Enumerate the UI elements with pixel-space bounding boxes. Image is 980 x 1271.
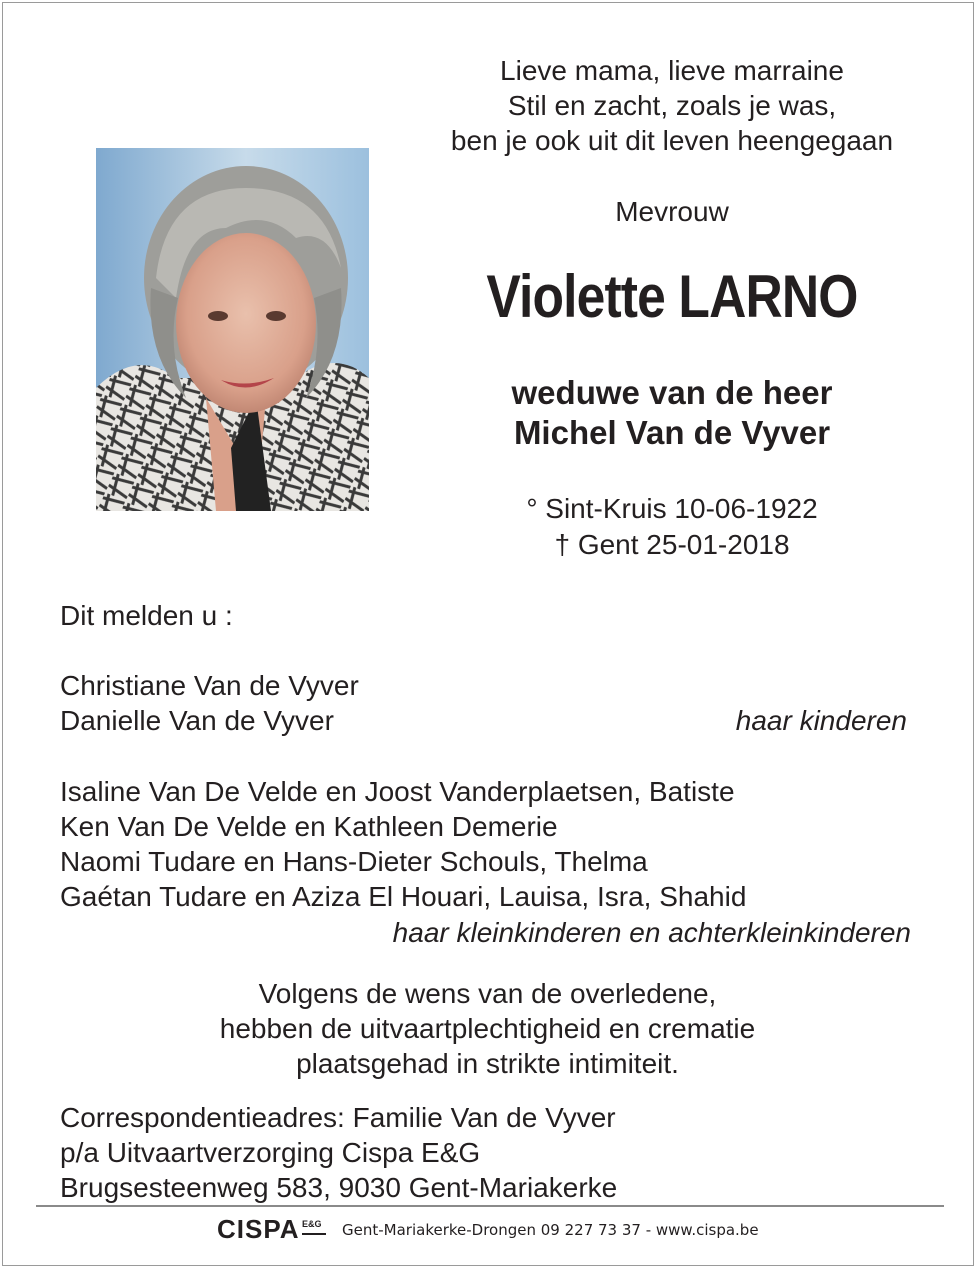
- wish-line: Volgens de wens van de overledene,: [258, 978, 717, 1009]
- verse: [372, 53, 972, 158]
- spouse-line: Michel Van de Vyver: [513, 414, 831, 451]
- birth-date: ° Sint-Kruis 10-06-1922: [526, 493, 818, 524]
- children-list: [60, 668, 359, 738]
- list-item: Ken Van De Velde en Kathleen Demerie: [60, 811, 558, 842]
- spouse-line: weduwe van de heer: [511, 374, 833, 411]
- list-item: Isaline Van De Velde en Joost Vanderplaetsen, Batiste: [60, 776, 735, 807]
- wish-text: [90, 976, 885, 1081]
- cispa-logo: CISPA: [217, 1214, 300, 1244]
- list-item: Christiane Van de Vyver: [60, 670, 359, 701]
- verse-line: Lieve mama, lieve marraine: [500, 55, 844, 86]
- cispa-logo-suffix: E&G: [302, 1219, 322, 1229]
- deceased-name: Violette LARNO: [486, 263, 858, 330]
- logo-underline: [302, 1233, 326, 1235]
- title: Mevrouw: [615, 196, 729, 227]
- footer-contact: Gent-Mariakerke-Drongen 09 227 73 37 - www.cispa.be: [342, 1221, 759, 1239]
- list-item: Gaétan Tudare en Aziza El Houari, Lauisa, Isra, Shahid: [60, 881, 747, 912]
- children-label: haar kinderen: [735, 705, 907, 736]
- address-line: Correspondentieadres: Familie Van de Vyver: [60, 1102, 616, 1133]
- address-line: p/a Uitvaartverzorging Cispa E&G: [60, 1137, 481, 1168]
- announcement: Dit melden u :: [60, 600, 233, 631]
- list-item: Naomi Tudare en Hans-Dieter Schouls, Thelma: [60, 846, 648, 877]
- wish-line: hebben de uitvaartplechtigheid en crematie: [219, 1013, 756, 1044]
- list-item: Danielle Van de Vyver: [60, 705, 334, 736]
- verse-line: ben je ook uit dit leven heengegaan: [450, 125, 894, 156]
- address-line: Brugsesteenweg 583, 9030 Gent-Mariakerke: [60, 1172, 618, 1203]
- portrait-photo: [96, 148, 369, 511]
- wish-line: plaatsgehad in strikte intimiteit.: [296, 1048, 679, 1079]
- life-dates: [372, 491, 972, 563]
- death-date: † Gent 25-01-2018: [554, 529, 790, 560]
- grandchildren-list: [60, 774, 746, 914]
- spouse-info: [372, 373, 972, 453]
- footer-divider: [36, 1205, 944, 1207]
- correspondence-address: [60, 1100, 617, 1205]
- verse-line: Stil en zacht, zoals je was,: [507, 90, 837, 121]
- grandchildren-label: haar kleinkinderen en achterkleinkinderen: [392, 917, 911, 948]
